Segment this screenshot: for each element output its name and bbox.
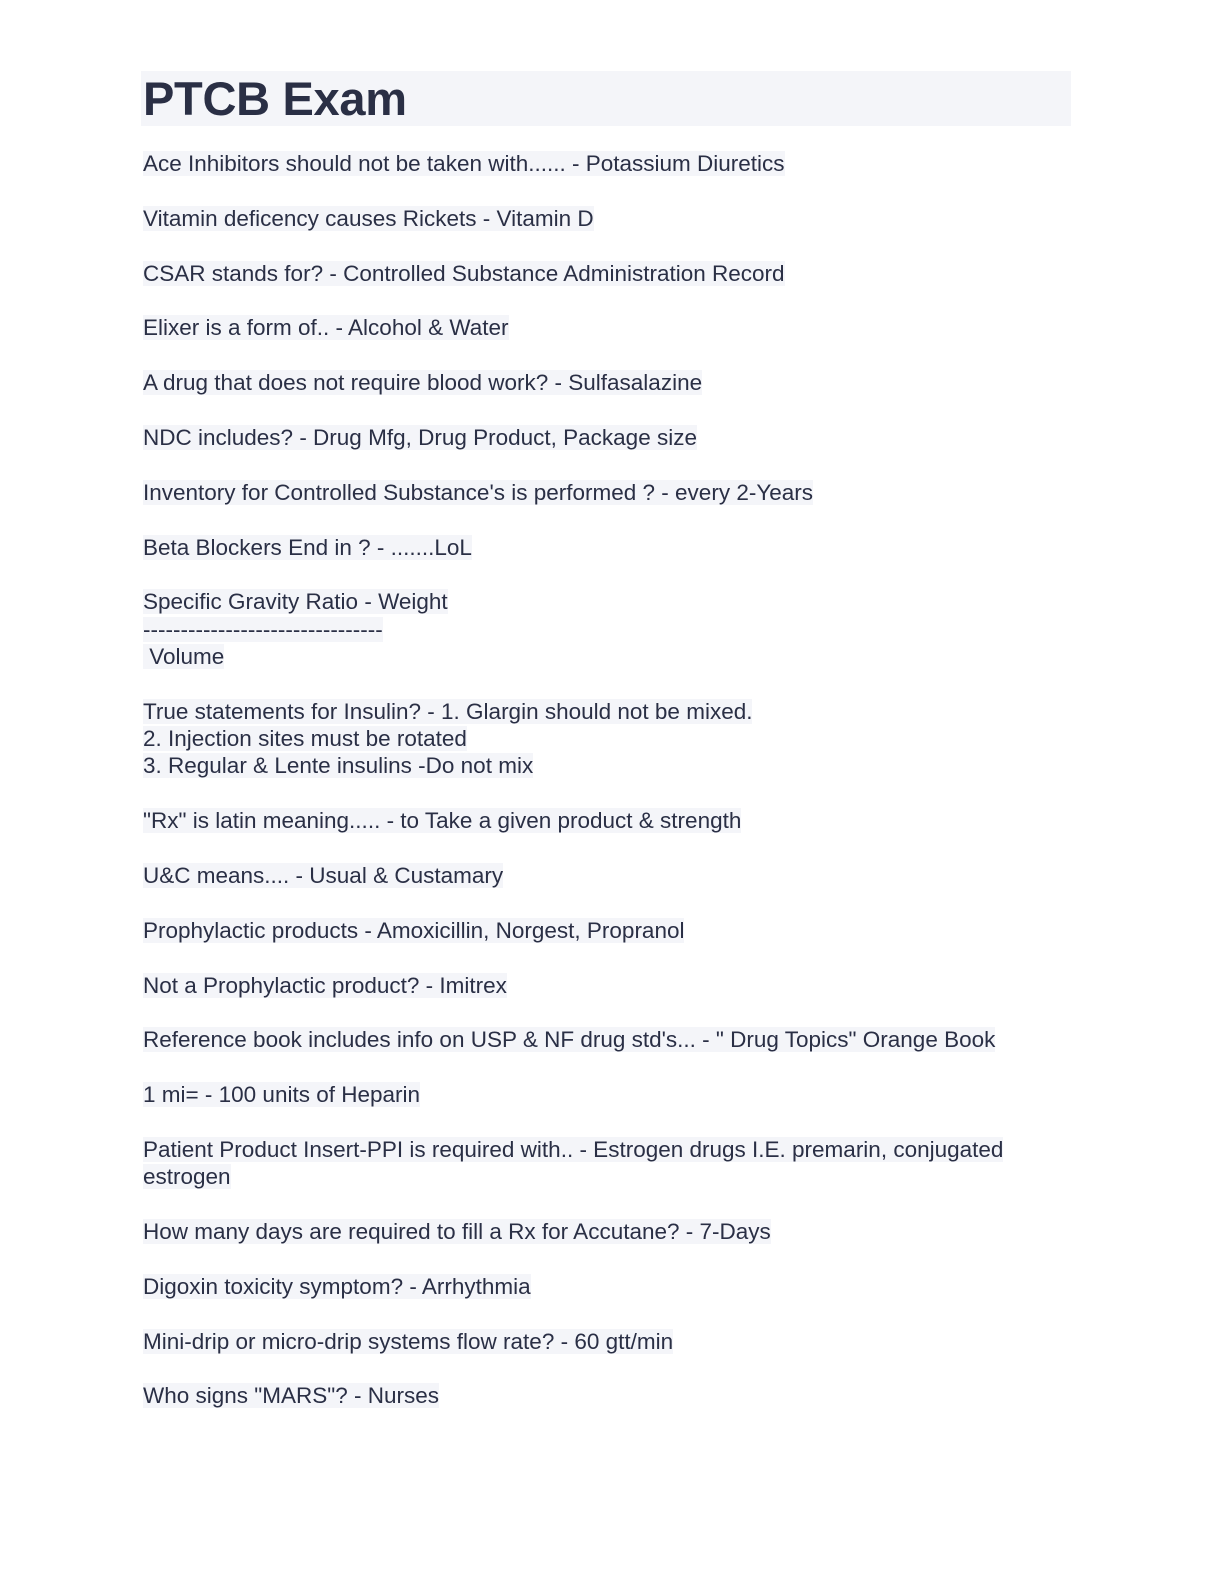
list-item [143, 1382, 1073, 1409]
list-item [143, 917, 1073, 944]
flashcard-list [143, 150, 1073, 1410]
list-item [143, 1328, 1073, 1355]
fraction-divider: -------------------------------- [143, 616, 383, 642]
item-text: Elixer is a form of.. - Alcohol & Water [143, 315, 509, 341]
list-item [143, 862, 1073, 889]
list-item [143, 260, 1073, 287]
list-item [143, 972, 1073, 999]
item-text: NDC includes? - Drug Mfg, Drug Product, Package size [143, 424, 697, 450]
list-item [143, 1218, 1073, 1245]
document-page [143, 71, 1073, 1437]
list-item [143, 807, 1073, 834]
list-item [143, 588, 1073, 670]
item-text: Digoxin toxicity symptom? - Arrhythmia [143, 1273, 531, 1299]
item-text: 1 mi= - 100 units of Heparin [143, 1082, 421, 1108]
list-item [143, 1026, 1073, 1053]
item-text: Ace Inhibitors should not be taken with...... - Potassium Diuretics [143, 151, 785, 176]
item-text: CSAR stands for? - Controlled Substance Administration Record [143, 260, 785, 286]
page-title: PTCB Exam [143, 72, 407, 125]
item-text: Beta Blockers End in ? - .......LoL [143, 534, 472, 560]
list-item [143, 698, 1073, 780]
item-text: True statements for Insulin? - 1. Glargin should not be mixed. [143, 698, 753, 724]
list-item [143, 150, 1073, 177]
item-text: How many days are required to fill a Rx for Accutane? - 7-Days [143, 1219, 771, 1245]
item-text: Volume [143, 643, 225, 669]
item-text: Inventory for Controlled Substance's is performed ? - every 2-Years [143, 479, 814, 505]
item-text: U&C means.... - Usual & Custamary [143, 862, 504, 888]
item-text: 3. Regular & Lente insulins -Do not mix [143, 753, 534, 779]
list-item [143, 534, 1073, 561]
item-text: Vitamin deficency causes Rickets - Vitamin D [143, 205, 594, 231]
item-text: A drug that does not require blood work? - Sulfasalazine [143, 370, 703, 396]
item-text: Specific Gravity Ratio - Weight [143, 589, 448, 615]
item-text: Mini-drip or micro-drip systems flow rate? - 60 gtt/min [143, 1328, 674, 1354]
item-text: 2. Injection sites must be rotated [143, 726, 467, 752]
list-item [143, 479, 1073, 506]
item-text: Who signs "MARS"? - Nurses [143, 1383, 440, 1409]
list-item [143, 205, 1073, 232]
list-item [143, 369, 1073, 396]
list-item [143, 1136, 1073, 1191]
item-text: Patient Product Insert-PPI is required with.. - Estrogen drugs I.E. premarin, conjugated estrogen [143, 1136, 1004, 1190]
title-bar [141, 71, 1071, 126]
list-item [143, 314, 1073, 341]
list-item [143, 1081, 1073, 1108]
item-text: Reference book includes info on USP & NF drug std's... - " Drug Topics" Orange Book [143, 1027, 996, 1053]
list-item [143, 1273, 1073, 1300]
list-item [143, 424, 1073, 451]
item-text: "Rx" is latin meaning..... - to Take a given product & strength [143, 808, 742, 834]
item-text: Prophylactic products - Amoxicillin, Norgest, Propranol [143, 917, 685, 943]
item-text: Not a Prophylactic product? - Imitrex [143, 972, 507, 998]
